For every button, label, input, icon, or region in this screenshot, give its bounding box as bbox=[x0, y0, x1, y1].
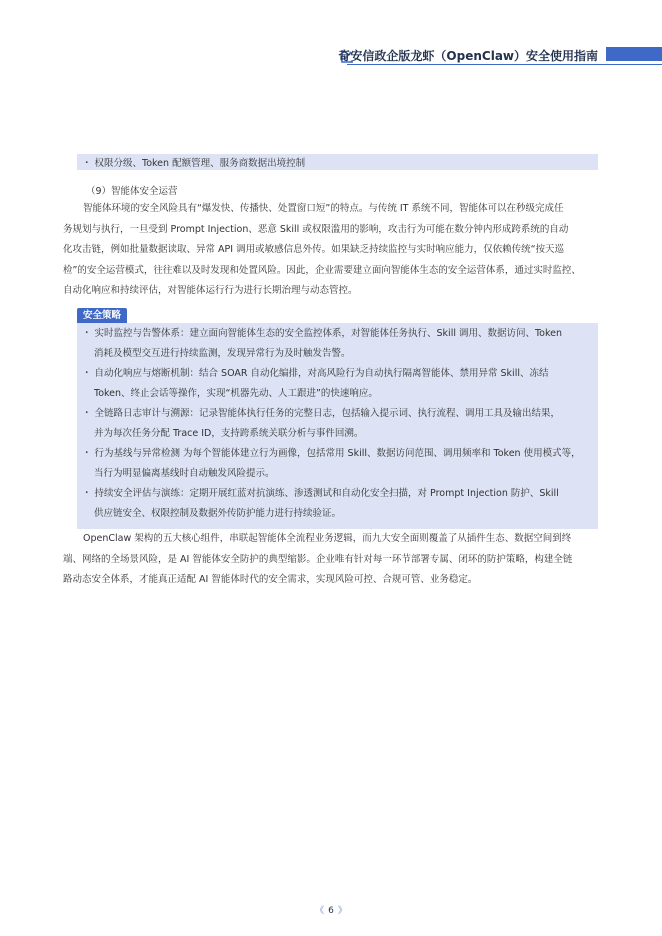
section-heading: （9）智能体安全运营 bbox=[86, 186, 178, 197]
top-bullet-text: ・ 权限分级、Token 配额管理、服务商数据出境控制 bbox=[82, 158, 306, 169]
page-number: 6 bbox=[328, 906, 334, 916]
top-bullet-strip bbox=[77, 154, 598, 170]
strategy-tag: 安全策略 bbox=[77, 308, 127, 324]
paragraph-line: 端、网络的全场景风险，是 AI 智能体安全防护的典型缩影。企业唯有针对每一环节部署专属、闭环的防护策略，构建全链 bbox=[63, 553, 573, 565]
strategy-item-line: 供应链安全、权限控制及数据外传防护能力进行持续验证。 bbox=[94, 508, 342, 519]
paragraph-line: 路动态安全体系，才能真正适配 AI 智能体时代的安全需求，实现风险可控、合规可管、业务稳定。 bbox=[63, 574, 478, 585]
page-footer bbox=[0, 903, 662, 916]
header-accent-bar bbox=[606, 47, 662, 61]
strategy-item-line: 并为每次任务分配 Trace ID，支持跨系统关联分析与事件回溯。 bbox=[94, 428, 364, 439]
paragraph-line: 化攻击链，例如批量数据读取、异常 API 调用或敏感信息外传。如果缺乏持续监控与实时响应能力，仅依赖传统“按天巡 bbox=[63, 244, 564, 255]
paragraph-line: 检”的安全运营模式，往往难以及时发现和处置风险。因此，企业需要建立面向智能体生态的安全运营体系，通过实时监控、 bbox=[63, 264, 581, 276]
strategy-item-line: ・ 全链路日志审计与溯源：记录智能体执行任务的完整日志，包括输入提示词、执行流程、调用工具及输出结果， bbox=[82, 408, 561, 419]
section-paragraph bbox=[63, 199, 603, 302]
header-title: 奇安信政企版龙虾（OpenClaw）安全使用指南 bbox=[338, 49, 598, 63]
strategy-item-line: ・ 持续安全评估与演练：定期开展红蓝对抗演练、渗透测试和自动化安全扫描，对 Prompt Injection 防护、Skill bbox=[82, 488, 559, 499]
strategy-item bbox=[82, 484, 594, 524]
strategy-item bbox=[82, 404, 594, 444]
paragraph-line: 智能体环境的安全风险具有“爆发快、传播快、处置窗口短”的特点。与传统 IT 系统不同，智能体可以在秒级完成任 bbox=[83, 203, 564, 214]
strategy-item-line: ・ 行为基线与异常检测 为每个智能体建立行为画像，包括常用 Skill、数据访问范围、调用频率和 Token 使用模式等， bbox=[82, 448, 581, 459]
strategy-item-line: 当行为明显偏离基线时自动触发风险提示。 bbox=[94, 468, 275, 479]
strategy-item-line: Token、终止会话等操作，实现“机器先动、人工跟进”的快速响应。 bbox=[94, 388, 378, 399]
paragraph-line: 务规划与执行，一旦受到 Prompt Injection、恶意 Skill 或权限滥用的影响，攻击行为可能在数分钟内形成跨系统的自动 bbox=[63, 223, 569, 235]
paragraph-line: 自动化响应和持续评估，对智能体运行行为进行长期治理与动态管控。 bbox=[63, 285, 358, 296]
closing-paragraph bbox=[63, 529, 603, 591]
strategy-box bbox=[77, 323, 598, 529]
page-header bbox=[0, 44, 662, 68]
strategy-item bbox=[82, 364, 594, 404]
strategy-item bbox=[82, 324, 594, 364]
strategy-item bbox=[82, 444, 594, 484]
paragraph-line: OpenClaw 架构的五大核心组件，串联起智能体全流程业务逻辑，而九大安全面则覆盖了从插件生态、数据空间到终 bbox=[83, 533, 572, 544]
header-rule bbox=[347, 64, 662, 65]
strategy-item-line: ・ 自动化响应与熔断机制：结合 SOAR 自动化编排，对高风险行为自动执行隔离智能体、禁用异常 Skill、冻结 bbox=[82, 368, 549, 379]
footer-right-mark: 》 bbox=[337, 906, 347, 916]
strategy-item-line: ・ 实时监控与告警体系：建立面向智能体生态的安全监控体系，对智能体任务执行、Skill 调用、数据访问、Token bbox=[82, 328, 563, 339]
footer-left-mark: 《 bbox=[315, 906, 325, 916]
strategy-item-line: 消耗及模型交互进行持续监测，发现异常行为及时触发告警。 bbox=[94, 348, 351, 359]
